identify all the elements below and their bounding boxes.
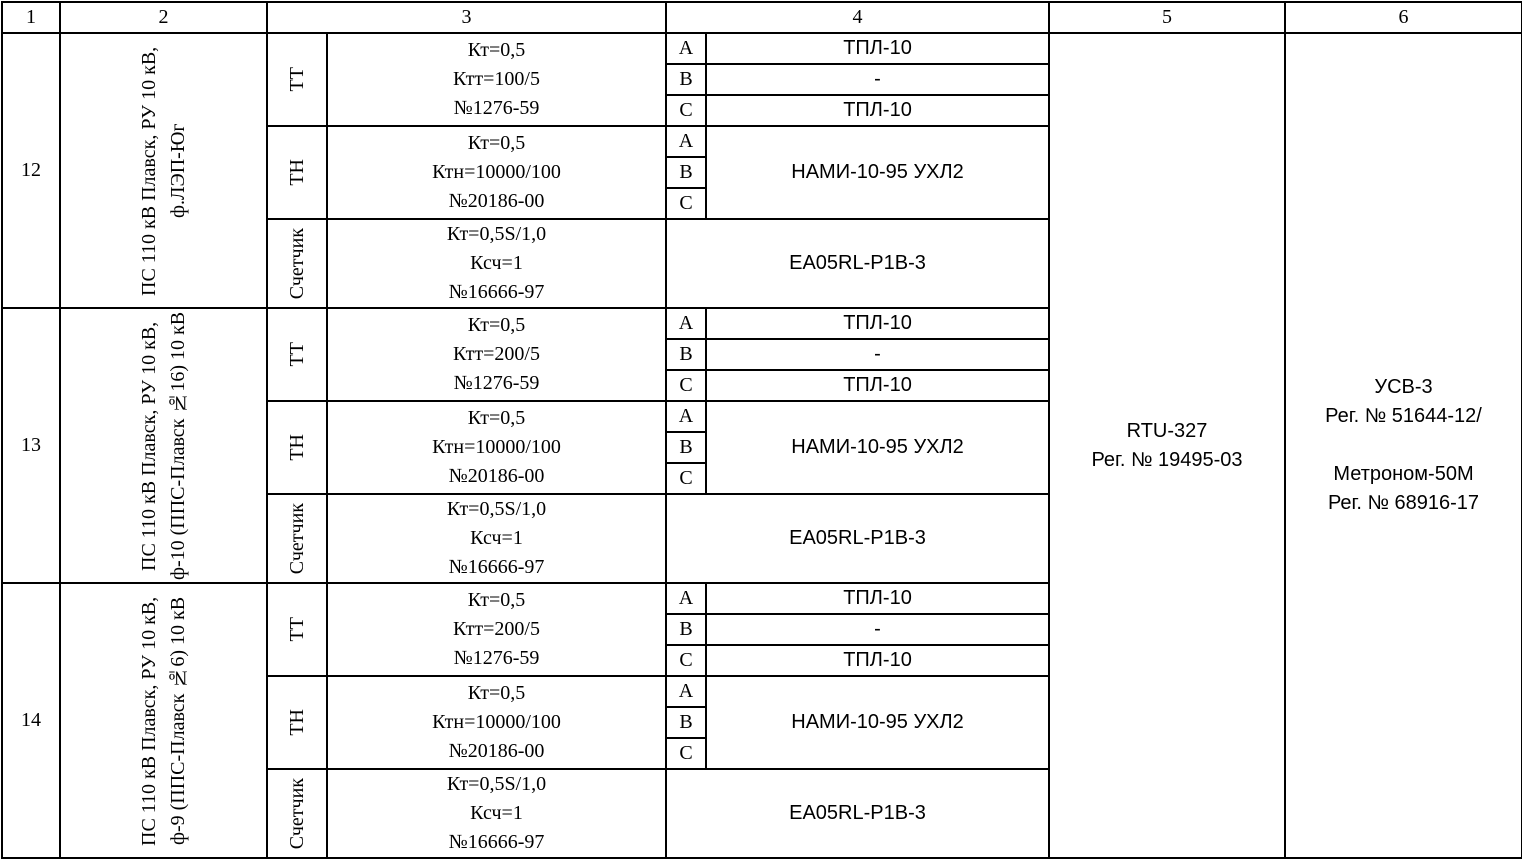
meter-label-text: Счетчик xyxy=(285,777,308,850)
connection-name-text: ПС 110 кВ Плавск, РУ 10 кВ, ф-9 (ППС-Плавск №6) 10 кВ xyxy=(137,595,189,846)
meter-param-line: Кт=0,5S/1,0 xyxy=(446,223,547,245)
meter-label-wrap xyxy=(268,503,326,574)
tt-param-line: Кт=0,5 xyxy=(467,589,526,611)
connection-name xyxy=(60,308,267,583)
tt-param-line: Кт=0,5 xyxy=(467,39,526,61)
tt-label-wrap xyxy=(268,342,326,366)
tt-label-wrap xyxy=(268,67,326,91)
tt-phase: B xyxy=(666,614,706,645)
meter-label-wrap xyxy=(268,228,326,299)
tt-params xyxy=(327,308,666,401)
meter-params xyxy=(327,769,666,858)
tt-params xyxy=(327,583,666,676)
tt-param-line: №1276-59 xyxy=(453,97,540,119)
tn-param-line: Кт=0,5 xyxy=(467,682,526,704)
header-cell-6: 6 xyxy=(1285,2,1522,33)
connection-name-wrap xyxy=(61,36,266,306)
tn-phase: B xyxy=(666,432,706,463)
tn-params xyxy=(327,401,666,494)
time-sync-line: УСВ-3 xyxy=(1374,376,1433,398)
tt-type: ТПЛ-10 xyxy=(706,95,1049,126)
row-number: 12 xyxy=(2,33,60,308)
tn-params xyxy=(327,676,666,769)
meter-label-text: Счетчик xyxy=(285,227,308,300)
meter-param-line: Кт=0,5S/1,0 xyxy=(446,498,547,520)
tt-param-line: Кт=0,5 xyxy=(467,314,526,336)
tn-param-line: Ктн=10000/100 xyxy=(432,711,561,733)
tt-label-text: ТТ xyxy=(285,342,308,367)
meter-param-line: №16666-97 xyxy=(448,831,545,853)
meter-param-line: №16666-97 xyxy=(448,281,545,303)
tt-label-text: ТТ xyxy=(285,67,308,92)
tn-param-line: Кт=0,5 xyxy=(467,132,526,154)
tt-phase: A xyxy=(666,583,706,614)
tt-type: - xyxy=(706,64,1049,95)
tn-phase: A xyxy=(666,126,706,157)
row-number: 13 xyxy=(2,308,60,583)
tn-label xyxy=(267,126,327,219)
tt-label xyxy=(267,308,327,401)
tt-label xyxy=(267,33,327,126)
connection-name-wrap xyxy=(61,586,266,856)
tn-param-line: Кт=0,5 xyxy=(467,407,526,429)
tn-param-line: №20186-00 xyxy=(448,190,545,212)
tt-type: - xyxy=(706,339,1049,370)
tt-type: - xyxy=(706,614,1049,645)
controller-line: Рег. № 19495-03 xyxy=(1091,448,1243,471)
tt-type: ТПЛ-10 xyxy=(706,583,1049,614)
header-cell-5: 5 xyxy=(1049,2,1285,33)
connection-name-text: ПС 110 кВ Плавск, РУ 10 кВ, ф.ЛЭП-Юг xyxy=(137,45,189,296)
tn-label-text: ТН xyxy=(285,434,308,461)
tt-param-line: Ктт=200/5 xyxy=(453,618,540,640)
tn-phase: C xyxy=(666,463,706,494)
tn-type: НАМИ-10-95 УХЛ2 xyxy=(706,401,1049,494)
meter-type: EA05RL-P1B-3 xyxy=(666,494,1049,583)
meter-label xyxy=(267,494,327,583)
meter-param-line: Кт=0,5S/1,0 xyxy=(446,773,547,795)
meter-type: EA05RL-P1B-3 xyxy=(666,769,1049,858)
tn-param-line: №20186-00 xyxy=(448,465,545,487)
connection-name-text: ПС 110 кВ Плавск, РУ 10 кВ, ф-10 (ППС-Плавск №16) 10 кВ xyxy=(137,311,189,580)
tt-param-line: №1276-59 xyxy=(453,647,540,669)
tt-param-line: №1276-59 xyxy=(453,372,540,394)
meter-param-line: Ксч=1 xyxy=(470,802,523,824)
tn-label-wrap xyxy=(268,709,326,736)
tt-params xyxy=(327,33,666,126)
tn-phase: A xyxy=(666,676,706,707)
table-row xyxy=(2,33,1522,64)
tn-phase: C xyxy=(666,188,706,219)
meter-label xyxy=(267,219,327,308)
tt-phase: C xyxy=(666,645,706,676)
meter-label xyxy=(267,769,327,858)
meter-param-line: №16666-97 xyxy=(448,556,545,578)
header-cell-4: 4 xyxy=(666,2,1049,33)
tt-type: ТПЛ-10 xyxy=(706,308,1049,339)
tt-phase: A xyxy=(666,33,706,64)
tn-params xyxy=(327,126,666,219)
header-cell-1: 1 xyxy=(2,2,60,33)
spec-table xyxy=(1,1,1522,859)
row-number: 14 xyxy=(2,583,60,858)
tn-param-line: №20186-00 xyxy=(448,740,545,762)
meter-label-text: Счетчик xyxy=(285,502,308,575)
tt-type: ТПЛ-10 xyxy=(706,33,1049,64)
tt-param-line: Ктт=100/5 xyxy=(453,68,540,90)
header-cell-2: 2 xyxy=(60,2,267,33)
time-sync-cell xyxy=(1285,33,1522,858)
tn-phase: B xyxy=(666,707,706,738)
controller-line: RTU-327 xyxy=(1126,419,1208,442)
connection-name xyxy=(60,33,267,308)
tn-type: НАМИ-10-95 УХЛ2 xyxy=(706,676,1049,769)
meter-label-wrap xyxy=(268,778,326,849)
tn-label xyxy=(267,401,327,494)
tt-phase: B xyxy=(666,339,706,370)
tt-phase: C xyxy=(666,95,706,126)
tn-phase: C xyxy=(666,738,706,769)
tn-phase: A xyxy=(666,401,706,432)
table-body xyxy=(2,2,1522,858)
tn-phase: B xyxy=(666,157,706,188)
tn-type: НАМИ-10-95 УХЛ2 xyxy=(706,126,1049,219)
tt-type: ТПЛ-10 xyxy=(706,645,1049,676)
tt-label xyxy=(267,583,327,676)
time-sync-line: Рег. № 51644-12/ xyxy=(1325,405,1482,427)
meter-type: EA05RL-P1B-3 xyxy=(666,219,1049,308)
tn-label-text: ТН xyxy=(285,159,308,186)
tt-type: ТПЛ-10 xyxy=(706,370,1049,401)
header-row xyxy=(2,2,1522,33)
tt-param-line: Ктт=200/5 xyxy=(453,343,540,365)
tt-label-text: ТТ xyxy=(285,617,308,642)
tt-phase: B xyxy=(666,64,706,95)
tt-phase: A xyxy=(666,308,706,339)
header-cell-3: 3 xyxy=(267,2,666,33)
meter-param-line: Ксч=1 xyxy=(470,252,523,274)
tn-label xyxy=(267,676,327,769)
connection-name-wrap xyxy=(61,311,266,581)
tn-param-line: Ктн=10000/100 xyxy=(432,161,561,183)
time-sync-line: Метроном-50М xyxy=(1333,463,1474,485)
tn-label-text: ТН xyxy=(285,709,308,736)
meter-params xyxy=(327,219,666,308)
time-sync-line: Рег. № 68916-17 xyxy=(1327,492,1480,514)
tn-label-wrap xyxy=(268,159,326,186)
meter-params xyxy=(327,494,666,583)
tt-phase: C xyxy=(666,370,706,401)
connection-name xyxy=(60,583,267,858)
controller-cell xyxy=(1049,33,1285,858)
tn-param-line: Ктн=10000/100 xyxy=(432,436,561,458)
tt-label-wrap xyxy=(268,617,326,641)
meter-param-line: Ксч=1 xyxy=(470,527,523,549)
tn-label-wrap xyxy=(268,434,326,461)
time-sync-line xyxy=(1286,431,1521,460)
